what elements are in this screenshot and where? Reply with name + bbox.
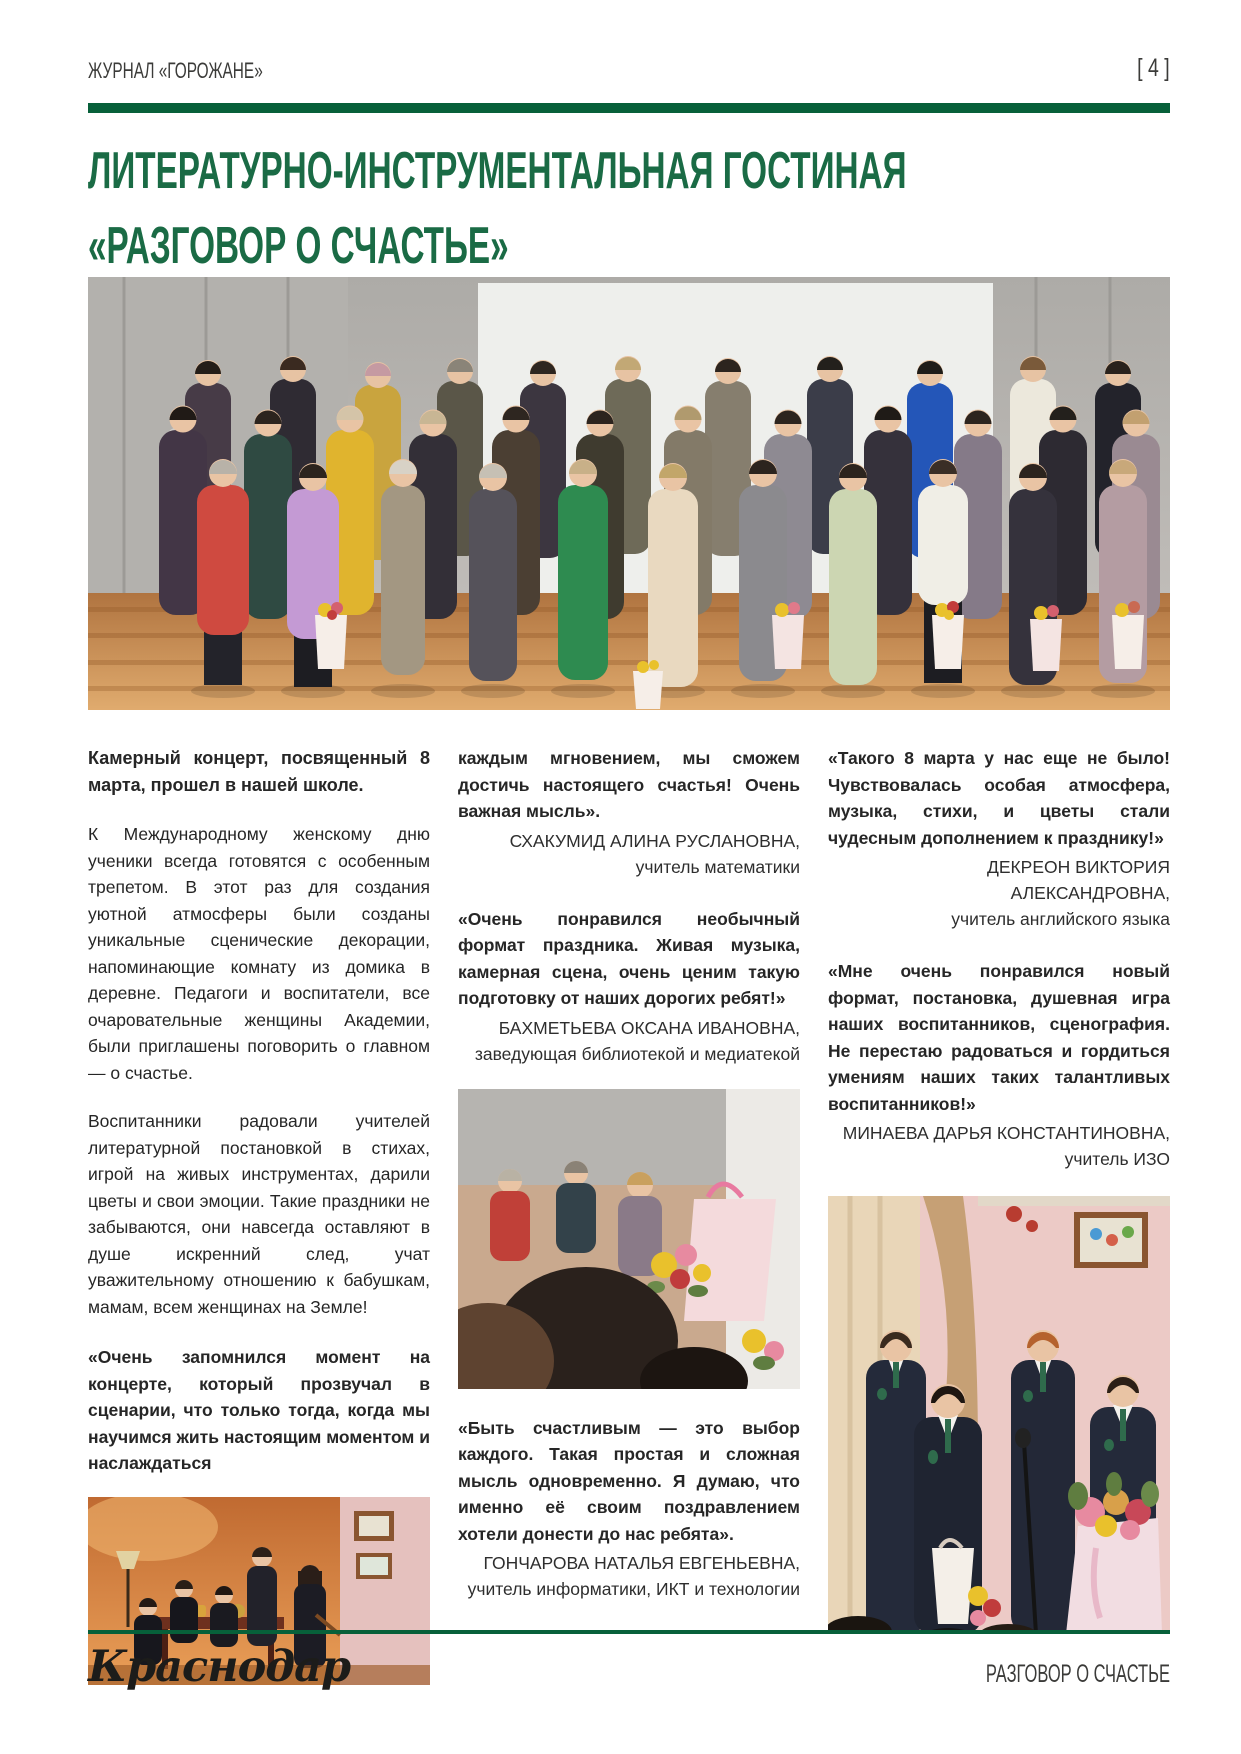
article-lead: Камерный концерт, посвященный 8 марта, прошел в нашей школе. bbox=[88, 748, 430, 795]
column-2 bbox=[458, 745, 800, 1602]
quote-5-role: учитель информатики, ИКТ и технологии bbox=[467, 1579, 800, 1599]
headline-line-1: ЛИТЕРАТУРНО-ИНСТРУМЕНТАЛЬНАЯ ГОСТИНАЯ bbox=[88, 142, 907, 200]
journal-title bbox=[88, 58, 338, 84]
journal-title-text: ЖУРНАЛ «ГОРОЖАНЕ» bbox=[88, 58, 263, 83]
quote-1-part-2: каждым мгновением, мы сможем достичь настоящего счастья! Очень важная мысль». bbox=[458, 748, 800, 821]
quote-1-part-1: «Очень запомнился момент на концерте, который прозвучал в сценарии, что только тогда, когда мы научимся жить настоящим моментом и наслаждаться bbox=[88, 1347, 430, 1473]
quote-4-attribution bbox=[828, 1120, 1170, 1172]
boys-with-bouquet-illustration bbox=[828, 1196, 1170, 1634]
quote-1-attribution bbox=[458, 828, 800, 880]
krasnodar-logo: Краснодар bbox=[88, 1642, 351, 1692]
quote-5-author: ГОНЧАРОВА НАТАЛЬЯ ЕВГЕНЬЕВНА, bbox=[483, 1553, 800, 1573]
quote-2-role: заведующая библиотекой и медиатекой bbox=[474, 1043, 800, 1064]
quote-5-attribution bbox=[458, 1550, 800, 1602]
page-number: [ 4 ] bbox=[1137, 54, 1170, 82]
quote-3-attribution bbox=[828, 854, 1170, 932]
group-photo-teachers-on-stage bbox=[88, 277, 1170, 710]
column-3 bbox=[828, 745, 1170, 1634]
quote-2-attribution bbox=[458, 1015, 800, 1067]
footer-rubric: РАЗГОВОР О СЧАСТЬЕ bbox=[985, 1660, 1170, 1688]
quote-4-role: учитель ИЗО bbox=[1064, 1149, 1170, 1169]
header-rule bbox=[88, 103, 1170, 113]
quote-2-text: «Очень понравился необычный формат праздника. Живая музыка, камерная сцена, очень ценим такую подготовку от наших дорогих ребят!» bbox=[458, 908, 800, 1008]
quote-4-text: «Мне очень понравился новый формат, постановка, душевная игра наших воспитанников, сценография. Не перестаю радоваться и гордиться умениям наших таких талантливых воспитанников!» bbox=[828, 961, 1170, 1114]
headline-line-2: «РАЗГОВОР О СЧАСТЬЕ» bbox=[88, 217, 509, 275]
photo-audience-with-flowers bbox=[458, 1089, 800, 1389]
article-headline bbox=[88, 140, 1188, 290]
quote-3-author: ДЕКРЕОН ВИКТОРИЯ АЛЕКСАНДРОВНА, bbox=[986, 857, 1170, 903]
quote-2-author: БАХМЕТЬЕВА ОКСАНА ИВАНОВНА, bbox=[498, 1017, 800, 1038]
quote-4-author: МИНАЕВА ДАРЬЯ КОНСТАНТИНОВНА, bbox=[842, 1123, 1170, 1143]
group-photo-illustration bbox=[88, 277, 1170, 710]
quote-3-role: учитель английского языка bbox=[951, 909, 1170, 929]
quote-1-author: СХАКУМИД АЛИНА РУСЛАНОВНА, bbox=[509, 830, 800, 851]
photo-boys-with-bouquet bbox=[828, 1196, 1170, 1634]
article-paragraph-2: Воспитанники радовали учителей литературной постановкой в стихах, игрой на живых инструментах, дарили цветы и свои эмоции. Такие праздники не забываются, они навсегда оставляют в душе искренний след, учат уважительному отношению к бабушкам, мамам, всем женщинах на Земле! bbox=[88, 1111, 430, 1317]
article-paragraph-1: К Международному женскому дню ученики всегда готовятся с особенным трепетом. В этот раз для создания уютной атмосферы были созданы уникальные сценические декорации, напоминающие комнату из домика в деревне. Педагоги и воспитатели, все очаровательные женщины Академии, были приглашены поговорить о главном — о счастье. bbox=[88, 824, 430, 1083]
quote-1-role: учитель математики bbox=[635, 856, 800, 877]
quote-5-text: «Быть счастливым — это выбор каждого. Такая простая и сложная мысль одновременно. Я думаю, что именно её своим поздравлением хотели донести до нас ребята». bbox=[458, 1417, 800, 1544]
column-1 bbox=[88, 745, 430, 1685]
audience-illustration bbox=[458, 1089, 800, 1389]
quote-3-text: «Такого 8 марта у нас еще не было! Чувствовалась особая атмосфера, музыка, стихи, и цветы стали чудесным дополнением к празднику!» bbox=[828, 748, 1170, 848]
footer-rule bbox=[88, 1630, 1170, 1634]
